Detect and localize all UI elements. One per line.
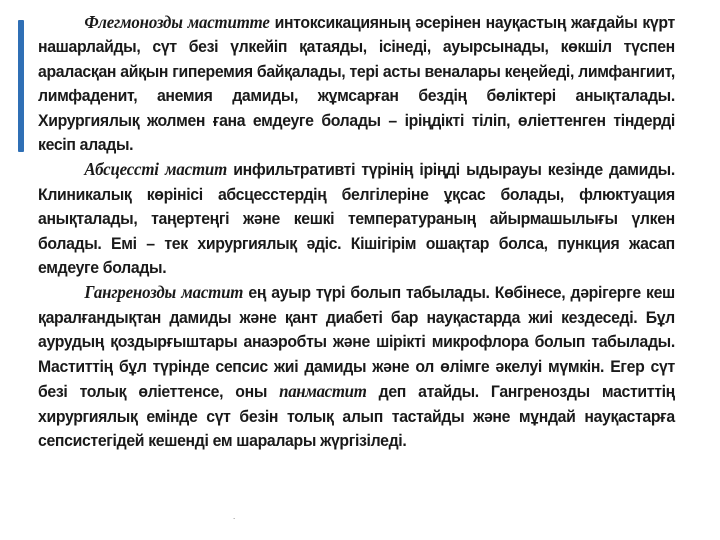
term-abscess: Абсцессті мастит [84,159,228,180]
footer-mark: . [233,512,236,521]
term-phlegmonous: Флегмонозды маститте [84,12,270,32]
paragraph-gangrenous [38,280,675,453]
paragraph-gangrenous-text-after: деп атайды. Гангренозды маститтің хирургиялық емінде сүт безін толық алып тастайды және мұндай науқастарға сепсистегідей кешенді ем шаралары жүргізіледі. [38,383,675,450]
accent-bar [18,20,24,152]
paragraph-gangrenous-text-before: ең ауыр түрі болып табылады. Көбінесе, дәрігерге кеш қаралғандықтан дамиды және қант диабеті бар науқастарда жиі кездеседі. Бұл аурудың қоздырғыштары анаэробты және шірікті микрофлора болып табылады. Маститтің бұл түрінде сепсис жиі дамиды және ол өлімге әкелуі мүмкін. Егер сүт безі толық өліеттенсе, оны [38,284,675,402]
term-gangrenous: Гангренозды мастит [84,282,244,303]
paragraph-phlegmonous [38,10,675,157]
text-block [38,10,675,453]
paragraph-abscess [38,157,675,280]
term-panmastitis: панмастит [279,381,367,402]
paragraph-phlegmonous-text: интоксикацияның әсерінен науқастың жағдайы күрт нашарлайды, сүт безі үлкейіп қатаяды, ісінеді, ауырсынады, көкшіл түспен араласқан айқын гиперемия байқалады, тері асты веналары кеңейеді, лимфангиит, лимфаденит, анемия дамиды, жұмсарған бездің бөліктері анықталады. Хирургиялық жолмен ғана емдеуге болады – іріңдікті тіліп, өліеттенген тіндерді кесіп алады. [38,14,675,155]
paragraph-abscess-text: инфильтративті түрінің іріңді ыдырауы кезінде дамиды. Клиникалық көрінісі абсцесстердің белгілеріне ұқсас болады, флюктуация анықталады, таңертеңгі және кешкі температураның айырмашылығы үлкен болады. Емі – тек хирургиялық әдіс. Кішігірім ошақтар болса, пункция жасап емдеуге болады. [38,161,675,278]
